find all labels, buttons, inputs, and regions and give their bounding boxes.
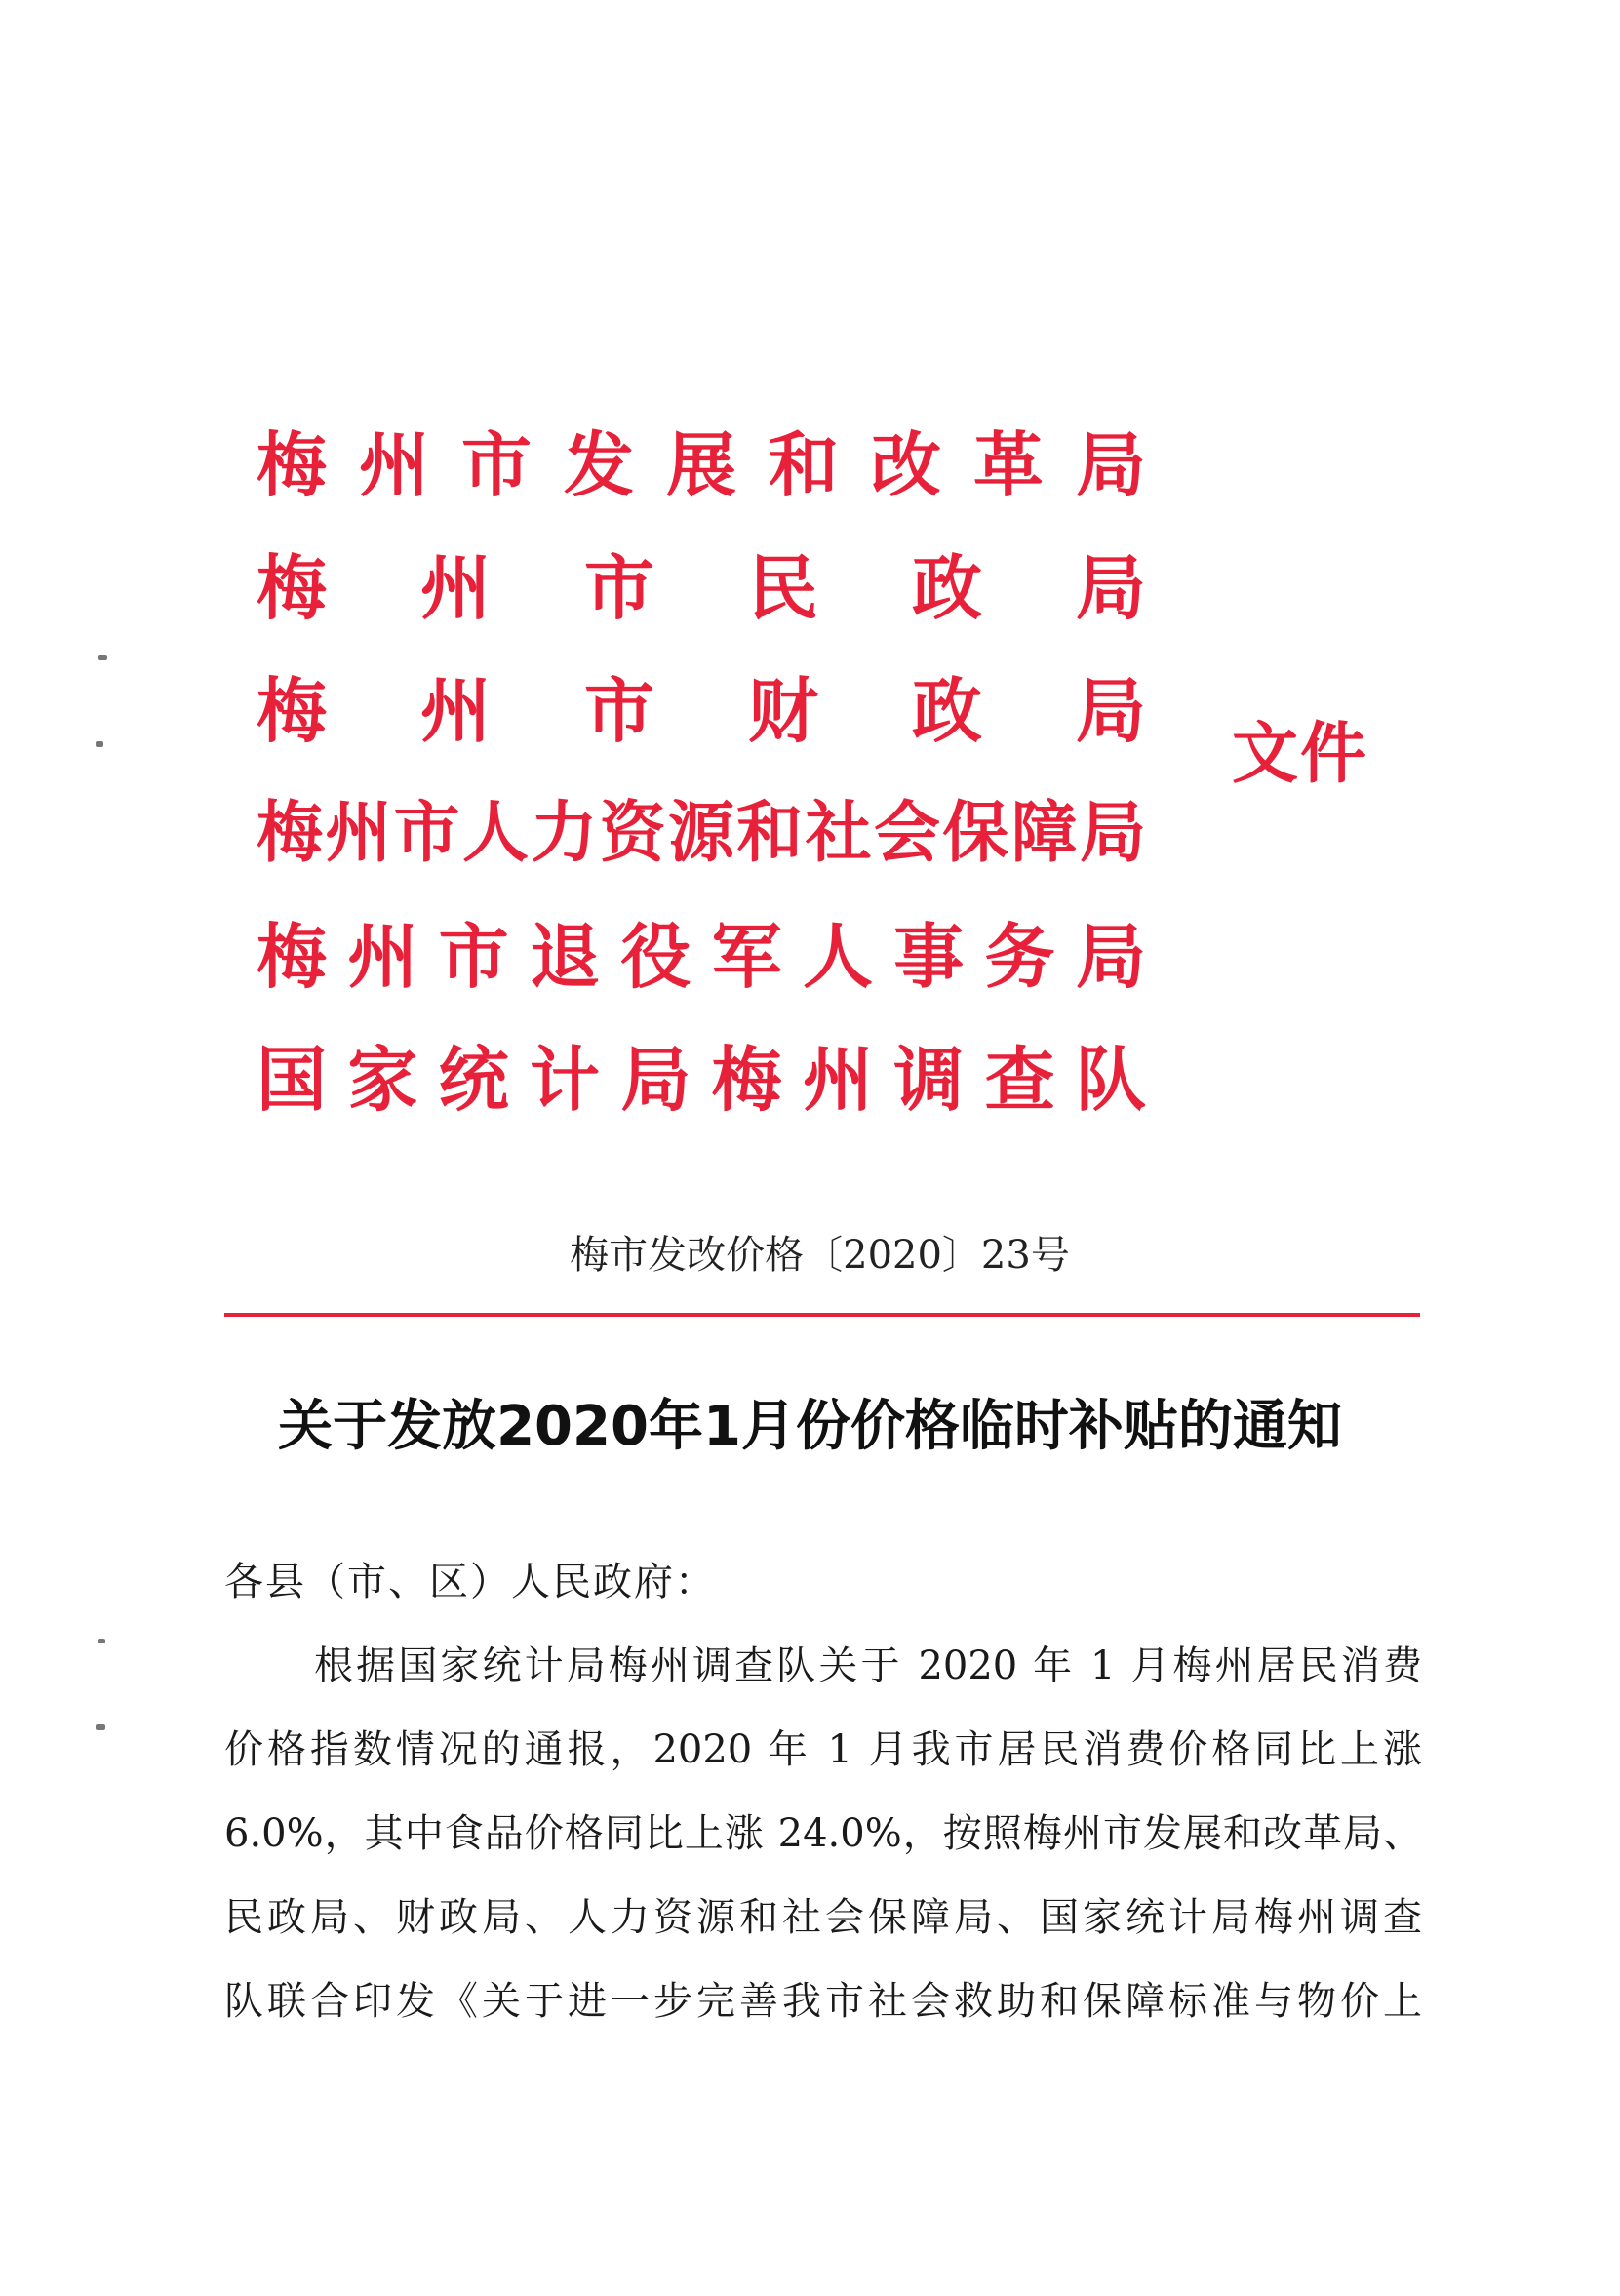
body-text	[224, 1637, 1422, 2056]
agency-char: 力	[531, 795, 598, 872]
agency-char: 源	[667, 795, 734, 872]
agency-char: 队	[1075, 1039, 1146, 1121]
document-suffix: 文件	[1232, 716, 1369, 793]
agency-char: 梅	[257, 795, 324, 872]
agency-char: 市	[393, 795, 460, 872]
agency-char: 革	[972, 424, 1044, 506]
agency-char: 政	[911, 670, 982, 752]
body-line: 根据国家统计局梅州调查队关于 2020 年 1 月梅州居民消费	[314, 1643, 1422, 1688]
agency-char: 州	[419, 670, 491, 752]
agency-char: 务	[984, 916, 1055, 998]
agency-char: 资	[599, 795, 666, 872]
agency-char: 州	[325, 795, 392, 872]
agency-char: 国	[257, 1039, 328, 1121]
agency-char: 梅	[257, 547, 328, 629]
agency-name	[257, 650, 1146, 772]
agency-char: 查	[984, 1039, 1055, 1121]
agency-char: 局	[1075, 424, 1146, 506]
document-number: 梅市发改价格〔2020〕23号	[570, 1233, 1070, 1278]
agency-char: 财	[747, 670, 818, 752]
agency-char: 事	[893, 916, 965, 998]
agency-char: 保	[942, 795, 1009, 872]
agency-char: 州	[358, 424, 429, 506]
scan-mark	[98, 1639, 105, 1643]
agency-char: 梅	[257, 670, 328, 752]
agency-char: 障	[1010, 795, 1078, 872]
agency-char: 人	[461, 795, 529, 872]
agency-char: 改	[870, 424, 941, 506]
agency-char: 局	[1079, 795, 1146, 872]
agency-char: 局	[620, 1039, 691, 1121]
agency-char: 局	[1075, 670, 1146, 752]
body-line: 6.0%，其中食品价格同比上涨 24.0%，按照梅州市发展和改革局、	[224, 1811, 1422, 1856]
agency-char: 局	[1075, 547, 1146, 629]
issuing-agencies	[257, 404, 1146, 1141]
agency-name	[257, 404, 1146, 527]
agency-char: 军	[711, 916, 782, 998]
agency-char: 市	[583, 547, 654, 629]
agency-char: 市	[460, 424, 532, 506]
agency-char: 州	[802, 1039, 873, 1121]
agency-char: 梅	[711, 1039, 782, 1121]
agency-char: 州	[419, 547, 491, 629]
red-divider	[224, 1313, 1420, 1317]
document-title: 关于发放2020年1月份价格临时补贴的通知	[278, 1395, 1342, 1458]
scan-mark	[96, 1724, 105, 1730]
agency-char: 家	[347, 1039, 418, 1121]
agency-char: 和	[736, 795, 804, 872]
agency-char: 役	[620, 916, 691, 998]
agency-char: 发	[563, 424, 634, 506]
agency-char: 梅	[257, 424, 328, 506]
agency-char: 梅	[257, 916, 328, 998]
agency-name	[257, 895, 1146, 1018]
agency-char: 州	[347, 916, 418, 998]
agency-char: 局	[1075, 916, 1146, 998]
agency-name	[257, 1018, 1146, 1141]
agency-char: 展	[665, 424, 736, 506]
body-line: 民政局、财政局、人力资源和社会保障局、国家统计局梅州调查	[224, 1895, 1422, 1940]
agency-char: 调	[893, 1039, 965, 1121]
body-line: 价格指数情况的通报，2020 年 1 月我市居民消费价格同比上涨	[224, 1727, 1422, 1772]
scan-mark	[98, 655, 107, 660]
agency-name	[257, 527, 1146, 650]
scan-mark	[96, 741, 103, 747]
agency-char: 计	[529, 1039, 600, 1121]
agency-char: 统	[438, 1039, 509, 1121]
agency-char: 政	[911, 547, 982, 629]
agency-char: 市	[438, 916, 509, 998]
salutation: 各县（市、区）人民政府：	[224, 1560, 716, 1604]
agency-char: 和	[768, 424, 839, 506]
agency-char: 民	[747, 547, 818, 629]
body-line: 队联合印发《关于进一步完善我市社会救助和保障标准与物价上	[224, 1979, 1422, 2024]
agency-char: 社	[805, 795, 872, 872]
agency-char: 退	[529, 916, 600, 998]
agency-char: 人	[802, 916, 873, 998]
agency-name	[257, 772, 1146, 895]
agency-char: 市	[583, 670, 654, 752]
agency-char: 会	[873, 795, 940, 872]
